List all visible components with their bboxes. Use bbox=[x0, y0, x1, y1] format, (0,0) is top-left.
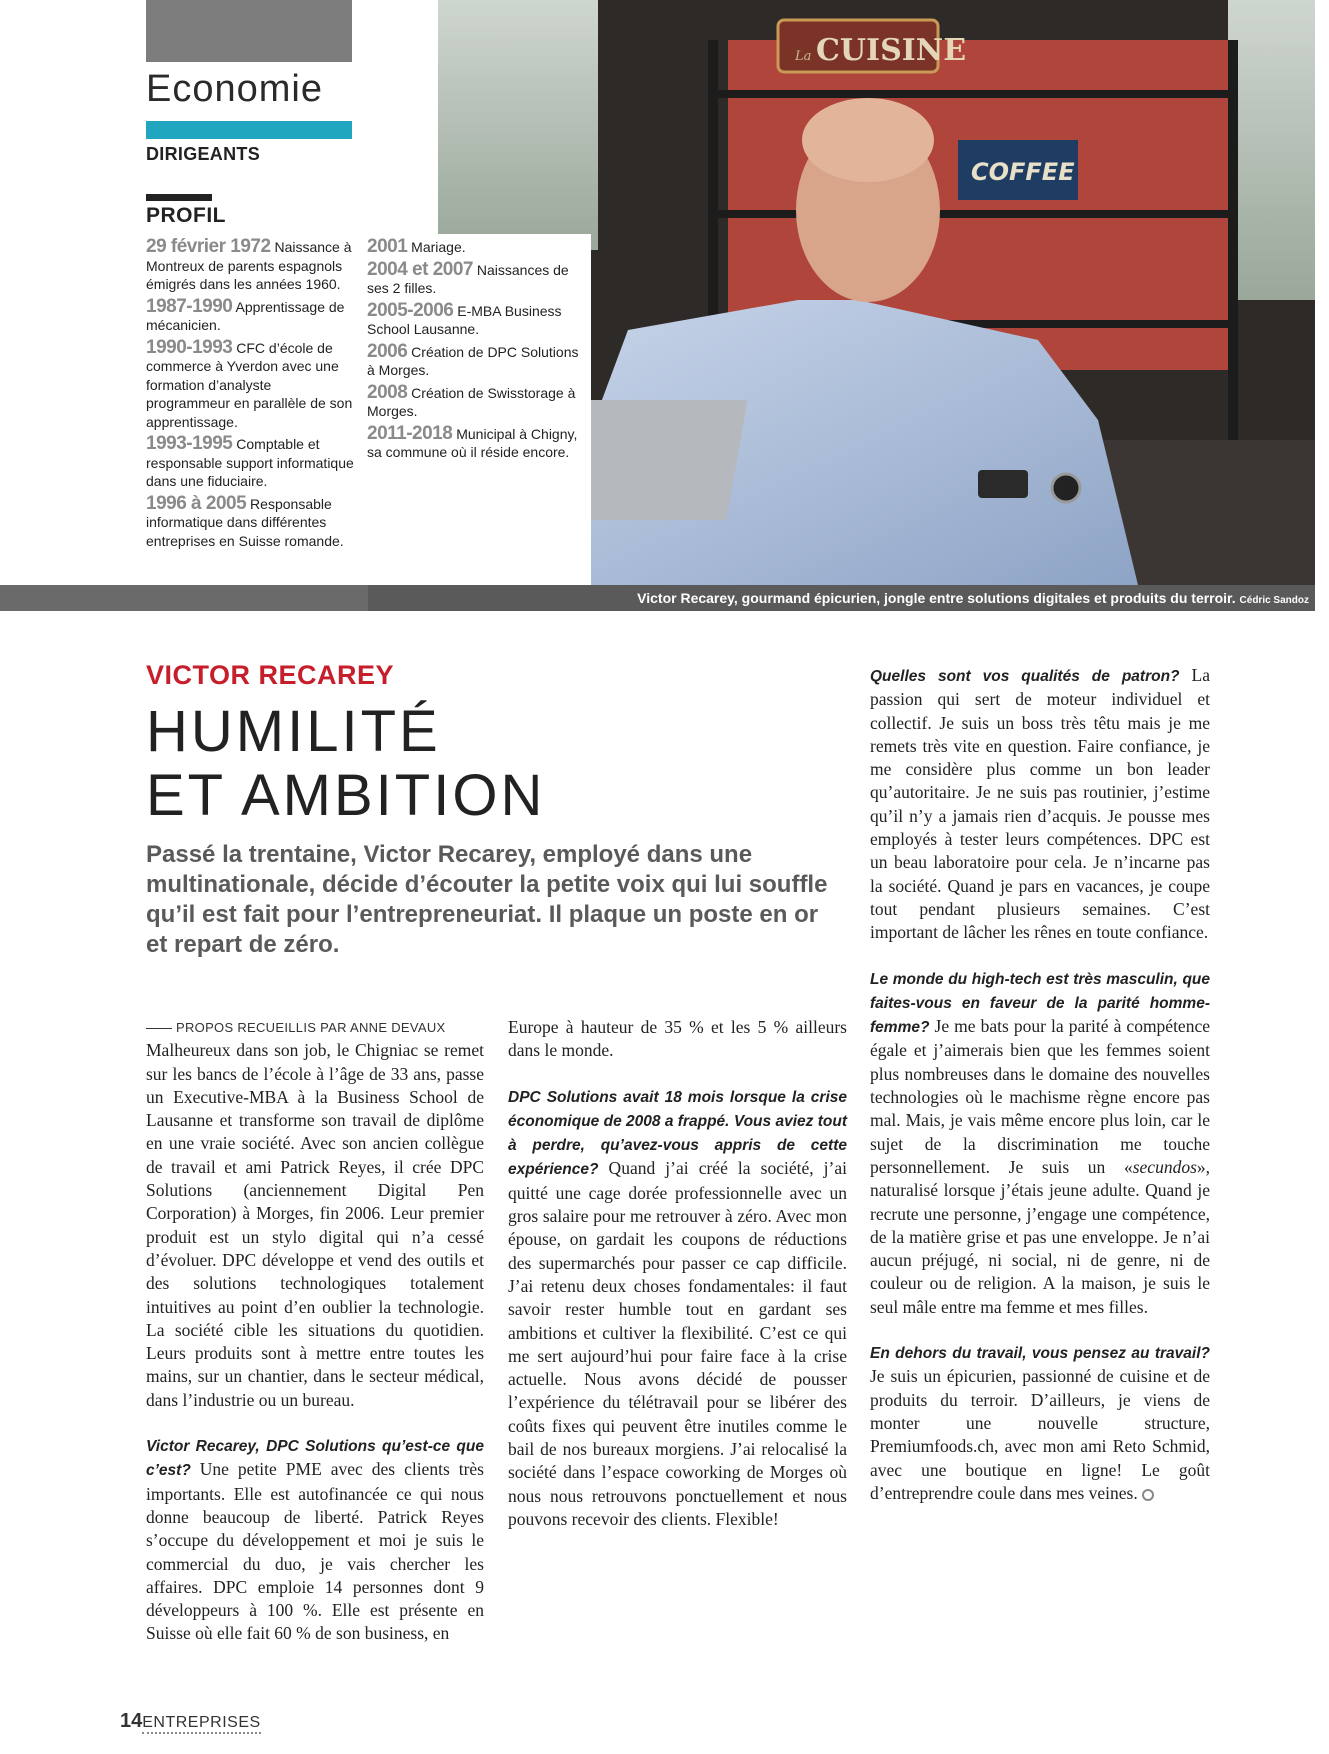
qa-block bbox=[870, 1341, 1210, 1505]
timeline-entry: 29 février 1972 Naissance à Montreux de parents espagnols émigrés dans les années 1960. bbox=[146, 236, 352, 292]
rubric-label: DIRIGEANTS bbox=[146, 144, 261, 164]
article-headline bbox=[146, 700, 545, 828]
question: DPC Solutions avait 18 mois lorsque la crise économique de 2008 a frappé. Vous aviez tout à perdre, qu’avez-vous appris de cette expérience? bbox=[508, 1088, 847, 1179]
end-mark-icon bbox=[1142, 1489, 1154, 1501]
timeline-entry: 1990-1993 CFC d’école de commerce à Yverdon avec une formation d’analyste programmeur en parallèle de son apprentissage. bbox=[146, 336, 353, 430]
publication-name: ENTREPRISES bbox=[142, 1714, 261, 1731]
paragraph: Malheureux dans son job, le Chigniac se remet sur les bancs de l’école à l’âge de 33 ans, passe un Executive-MBA à la Business School de Lausanne et transforme son travail de diplôme en une vraie société. Avec son ancien collègue de travail et ami Patrick Reyes, il crée DPC Solutions (anciennement Digital Pen Corporation) à Morges, fin 2006. Leur premier produit est un stylo digital qui n’a cessé d’évoluer. DPC développe et vend des outils et des solutions technologiques totalement intuitives au point d’en oublier la technologie. La société cible les situations du quotidien. Leurs produits sont à mettre entre toutes les mains, sur un chantier, dans le secteur médical, dans l’industrie ou un bureau. bbox=[146, 1040, 484, 1410]
caption-text: Victor Recarey, gourmand épicurien, jongle entre solutions digitales et produits du terroir. bbox=[637, 590, 1236, 606]
coffee-sign-text: COFFEE bbox=[971, 158, 1075, 186]
profile-timeline-right bbox=[367, 238, 585, 466]
answer: La passion qui sert de moteur individuel et collectif. Je suis un boss très têtu mais je me remets très vite en question. Faire confiance, je me considère plus comme un bon leader qu’autoritaire. Je ne suis pas routinier, j’estime qu’il n’y a jamais rien d’acquis. Je pousse mes employés à tester leurs compétences. DPC est un beau laboratoire pour cela. Je n’incarne pas la société. Quand je pars en vacances, je coupe tout pendant plusieurs semaines. C’est important de lâcher les rênes en toute confiance. bbox=[870, 665, 1210, 943]
question: Le monde du high-tech est très masculin, que faites-vous en faveur de la parité homme-femme? bbox=[870, 970, 1210, 1037]
byline-rule bbox=[146, 1028, 172, 1029]
profile-timeline-left bbox=[146, 238, 358, 554]
photo-credit: Cédric Sandoz bbox=[1239, 595, 1309, 606]
article-lead: Passé la trentaine, Victor Recarey, employé dans une multinationale, décide d’écouter la petite voix qui lui souffle qu’il est fait pour l’entrepreneuriat. Il plaque un poste en or et repart de zéro. bbox=[146, 841, 828, 958]
sign-text: CUISINE bbox=[816, 33, 967, 68]
article-kicker: VICTOR RECAREY bbox=[146, 660, 395, 690]
photo-caption bbox=[637, 590, 1309, 606]
timeline-entry: 2011-2018 Municipal à Chigny, sa commune où il réside encore. bbox=[367, 422, 578, 460]
caption-bar-left bbox=[0, 585, 368, 611]
answer: Quand j’ai créé la société, j’ai quitté une cage dorée professionnelle avec un gros salaire pour me retrouver à zéro. Avec mon épouse, on gardait les coupons de réductions des supermarchés pour passer ce cap difficile. J’ai retenu deux choses fondamentales: il faut savoir rester humble tout en gardant ses ambitions et cultiver la flexibilité. C’est ce qui me sert aujourd’hui pour faire face à la crise actuelle. Nous avons décidé de pousser l’expérience du télétravail pour se libérer des coûts fixes qui peuvent être inutiles comme le bail de nos bureaux morgiens. J’ai relocalisé la société dans l’espace coworking de Morges où nous nous retrouvons ponctuellement et nous pouvons recevoir des clients. Flexible! bbox=[508, 1158, 847, 1529]
question: Quelles sont vos qualités de patron? bbox=[870, 668, 1180, 685]
timeline-entry: 2004 et 2007 Naissances de ses 2 filles. bbox=[367, 258, 569, 296]
qa-block bbox=[870, 664, 1210, 945]
qa-block bbox=[870, 967, 1210, 1319]
answer-part: Je me bats pour la parité à compétence égale et j’aimerais bien que les femmes soient plus nombreuses dans le domaine des nouvelles technologies où le machisme règne encore pas mal. Mais, je vais même encore plus loin, car le sujet de la discrimination me touche personnellement. Je suis un « bbox=[870, 1016, 1210, 1177]
sign-script: La bbox=[795, 49, 812, 64]
timeline-entry: 2005-2006 E-MBA Business School Lausanne. bbox=[367, 299, 562, 337]
timeline-entry: 2001 Mariage. bbox=[367, 236, 466, 257]
section-accent-bar bbox=[146, 121, 352, 139]
answer-emphasis: secundos bbox=[1132, 1156, 1197, 1177]
timeline-entry: 1993-1995 Comptable et responsable support informatique dans une fiduciaire. bbox=[146, 433, 354, 489]
answer-continued: Europe à hauteur de 35 % et les 5 % ailleurs dans le monde. bbox=[508, 1017, 847, 1061]
timeline-entry: 2006 Création de DPC Solutions à Morges. bbox=[367, 340, 579, 378]
headline-line-1: HUMILITÉ bbox=[146, 699, 441, 764]
timeline-entry: 1996 à 2005 Responsable informatique dans différentes entreprises en Suisse romande. bbox=[146, 492, 344, 549]
paragraph-gap bbox=[146, 1412, 484, 1434]
qa-block bbox=[508, 1085, 847, 1532]
answer-part: », naturalisé lorsque j’étais jeune adulte. Quand je recrute une personne, j’engage une compétence, de la matière grise et pas une enveloppe. Je n’ai aucun préjugé, ni social, ni de genre, ni de couleur ou de religion. A la maison, je suis le seul mâle entre ma femme et mes filles. bbox=[870, 1156, 1210, 1317]
byline bbox=[146, 1016, 484, 1039]
byline-author: ANNE DEVAUX bbox=[349, 1020, 446, 1035]
article-column-1 bbox=[146, 1016, 484, 1646]
page-footer bbox=[120, 1710, 261, 1733]
profile-heading: PROFIL bbox=[146, 204, 226, 227]
question: Victor Recarey, DPC Solutions qu’est-ce que c’est? bbox=[146, 1438, 484, 1480]
page-number: 14 bbox=[120, 1710, 143, 1732]
headline-line-2: ET AMBITION bbox=[146, 763, 546, 828]
section-title: Economie bbox=[146, 68, 323, 110]
article-column-3 bbox=[870, 664, 1210, 1505]
byline-prefix: PROPOS RECUEILLIS PAR bbox=[176, 1020, 347, 1035]
paragraph-gap bbox=[508, 1063, 847, 1085]
answer: Une petite PME avec des clients très importants. Elle est autofinancée ce qui nous donne beaucoup de liberté. Patrick Reyes s’occupe du développement et moi je suis le commercial du duo, je vais chercher les affaires. DPC emploie 14 personnes dont 9 développeurs à 100 %. Elle est présente en Suisse où elle fait 60 % de son business, en bbox=[146, 1459, 484, 1644]
timeline-entry: 2008 Création de Swisstorage à Morges. bbox=[367, 381, 576, 419]
profile-rule bbox=[146, 194, 212, 201]
answer: Je suis un épicurien, passionné de cuisine et de produits du terroir. D’ailleurs, je viens de monter une nouvelle structure, Premiumfoods.ch, avec mon ami Reto Schmid, avec une boutique en ligne! Le goût d’entreprendre coule dans mes veines. bbox=[870, 1366, 1210, 1503]
timeline-entry: 1987-1990 Apprentissage de mécanicien. bbox=[146, 295, 345, 333]
question: En dehors du travail, vous pensez au travail? bbox=[870, 1345, 1210, 1363]
paragraph-gap bbox=[870, 1319, 1210, 1341]
article-column-2 bbox=[508, 1016, 847, 1531]
paragraph-gap bbox=[870, 945, 1210, 967]
header-gray-block bbox=[146, 0, 352, 62]
qa-block bbox=[146, 1434, 484, 1646]
